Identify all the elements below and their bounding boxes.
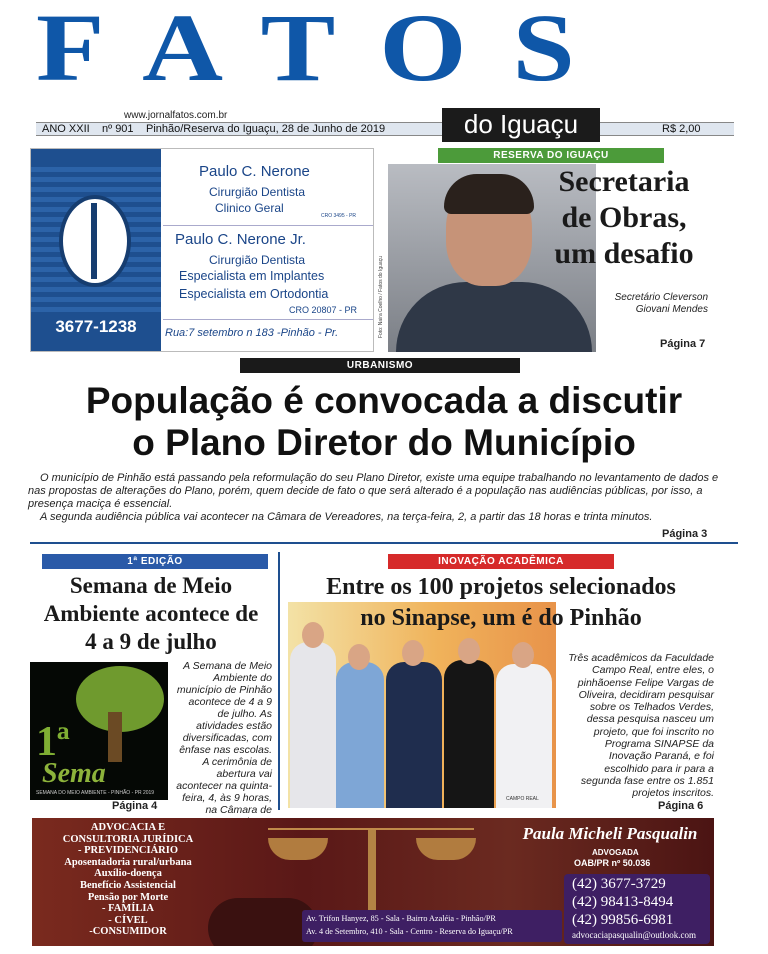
headline-line: um desafio <box>554 237 694 270</box>
ad-divider <box>163 319 373 320</box>
headline-line: o Plano Diretor do Município <box>132 422 636 463</box>
ad-phone: 3677-1238 <box>55 317 137 336</box>
page-ref-7[interactable]: Página 7 <box>660 338 706 350</box>
phone-3[interactable]: (42) 99856-6981 <box>572 912 674 928</box>
address-1: Av. Trifon Hanyez, 85 - Sala - Bairro Azaléia - Pinhão/PR <box>306 914 496 923</box>
caption-line: Secretário Cleverson <box>614 292 708 303</box>
sema-subtitle: SEMANA DO MEIO AMBIENTE - PINHÃO - PR 2019 <box>36 790 155 796</box>
dentist-cro-1: CRO 3495 - PR <box>321 213 357 219</box>
headline-line: Semana de Meio <box>69 573 233 598</box>
dentist-role-2c: Especialista em Ortodontia <box>179 287 329 301</box>
service-line: -CONSUMIDOR <box>89 926 167 938</box>
headline-line: de Obras, <box>561 201 687 234</box>
dentist-role-1b: Clinico Geral <box>215 201 284 215</box>
sema-logo <box>30 662 168 800</box>
sinapse-text: Três acadêmicos da Faculdade Campo Real, entre eles, o pinhãoense Felipe Vargas de Oliveira, decidiram pesquisar sobre os Telhados Verdes, dessa pesquisa nasceu um projeto, que foi inscrito no Programa SINAPSE da Inovação Paraná, e foi escolhido para ir para a segunda fase entre os 1.851 projetos inscritos. <box>568 652 714 800</box>
dentist-ad[interactable] <box>30 148 374 352</box>
photo-person <box>386 662 442 808</box>
place-date: Pinhão/Reserva do Iguaçu, 28 de Junho de 2019 <box>146 123 386 135</box>
dentist-name-2: Paulo C. Nerone Jr. <box>175 231 306 248</box>
lawyer-name: Paula Micheli Pasqualin <box>522 824 698 843</box>
headline-line: Entre os 100 projetos selecionados <box>326 574 676 600</box>
headline-line: Ambiente acontece de <box>43 601 259 626</box>
paragraph: O município de Pinhão está passando pela reformulação do seu Plano Diretor, existe uma equipe trabalhando no levantamento de dados e nas propostas de alterações do Plano, porém, quem decide de fato o que será alterado é a população nas audiências públicas, por isso, a presença maciça é essencial. <box>28 472 719 510</box>
page-ref-4[interactable]: Página 4 <box>112 800 158 812</box>
main-article-text <box>28 472 728 524</box>
issue-number: nº 901 <box>102 123 134 135</box>
photo-person-head <box>512 642 534 668</box>
sema-number: 1ª <box>36 719 70 765</box>
photo-caption <box>598 292 708 316</box>
column-divider <box>278 552 280 810</box>
service-line: CONSULTORIA JURÍDICA <box>62 833 194 845</box>
service-line: - FAMÍLIA <box>101 903 154 915</box>
ad-divider <box>163 225 373 226</box>
dentist-address: Rua:7 setembro n 183 -Pinhão - Pr. <box>165 327 339 339</box>
lawyer-ad[interactable] <box>32 818 714 946</box>
service-line: Benefício Assistencial <box>80 879 176 891</box>
main-headline[interactable] <box>20 380 748 464</box>
service-line: - PREVIDENCIÁRIO <box>77 845 179 857</box>
caduceus-rod <box>91 203 97 279</box>
photo-person-head <box>402 640 424 666</box>
section-tag-urbanismo: URBANISMO <box>240 358 520 373</box>
website-url[interactable]: www.jornalfatos.com.br <box>124 110 228 121</box>
photo-person-head <box>348 644 370 670</box>
price: R$ 2,00 <box>662 123 701 135</box>
logo-subtitle: do Iguaçu <box>442 108 600 142</box>
service-line: Aposentadoria rural/urbana <box>64 856 192 868</box>
service-line: Pensão por Morte <box>87 891 169 903</box>
email-link[interactable]: advocaciapasqualin@outlook.com <box>572 930 697 940</box>
headline-line: População é convocada a discutir <box>85 380 683 421</box>
lawyer-title: ADVOGADA <box>592 848 639 857</box>
tree-trunk <box>108 712 122 762</box>
dentist-name-1: Paulo C. Nerone <box>199 163 310 180</box>
meio-ambiente-text: A Semana de Meio Ambiente do município de Pinhão acontece de 4 a 9 de julho. As atividades estão diversificadas, com ênfase nas escolas. A cerimônia de abertura vai acontecer na quinta-feira, 4, às 9 horas, na Câmara de <box>176 660 272 816</box>
dentist-role-1a: Cirurgião Dentista <box>209 185 306 199</box>
headline-line: no Sinapse, um é do Pinhão <box>360 605 642 631</box>
year: ANO XXII <box>42 123 90 135</box>
photo-person <box>496 664 552 808</box>
service-line: - CÍVEL <box>108 914 148 926</box>
dentist-role-2a: Cirurgião Dentista <box>209 253 306 267</box>
dentist-cro-2: CRO 20807 - PR <box>289 305 358 315</box>
issue-info-bar <box>36 122 734 136</box>
paragraph: A segunda audiência pública vai acontecer na Câmara de Vereadores, na terça-feira, 2, a partir das 18 horas e trinta minutos. <box>40 511 653 523</box>
services-list <box>40 822 216 938</box>
reserva-headline[interactable] <box>526 164 722 272</box>
sema-word: Sema <box>42 758 106 789</box>
service-line: Auxílio-doença <box>94 868 162 880</box>
section-tag-reserva: RESERVA DO IGUAÇU <box>438 148 664 163</box>
service-line: ADVOCACIA E <box>90 822 166 833</box>
photo-credit: Foto: Naira Coelho / Fatos do Iguaçu <box>378 256 384 338</box>
phone-2[interactable]: (42) 98413-8494 <box>572 894 674 910</box>
section-tag-inovacao: INOVAÇÃO ACADÊMICA <box>388 554 614 569</box>
scales-of-justice-icon <box>268 828 474 830</box>
phone-1[interactable]: (42) 3677-3729 <box>572 876 666 892</box>
headline-line: Secretaria <box>558 165 690 198</box>
photo-credit: CAMPO REAL <box>506 796 539 802</box>
section-divider <box>30 542 738 544</box>
page-ref-6[interactable]: Página 6 <box>658 800 704 812</box>
lawyer-oab: OAB/PR nº 50.036 <box>574 858 651 868</box>
photo-person <box>444 660 494 808</box>
meio-ambiente-headline[interactable] <box>28 572 274 656</box>
headline-line: 4 a 9 de julho <box>85 629 217 654</box>
scale-post <box>368 828 376 918</box>
sinapse-headline[interactable] <box>284 572 718 634</box>
photo-person <box>290 642 336 808</box>
dentist-role-2b: Especialista em Implantes <box>179 269 325 283</box>
photo-person-hair <box>444 174 534 214</box>
photo-person <box>336 662 384 808</box>
section-tag-edicao: 1ª EDIÇÃO <box>42 554 268 569</box>
page-ref-3[interactable]: Página 3 <box>662 528 708 540</box>
address-2: Av. 4 de Setembro, 410 - Sala - Centro - Reserva do Iguaçu/PR <box>306 927 513 936</box>
photo-person-head <box>458 638 480 664</box>
caption-line: Giovani Mendes <box>635 304 708 315</box>
newspaper-logo: FATOS <box>36 0 621 102</box>
